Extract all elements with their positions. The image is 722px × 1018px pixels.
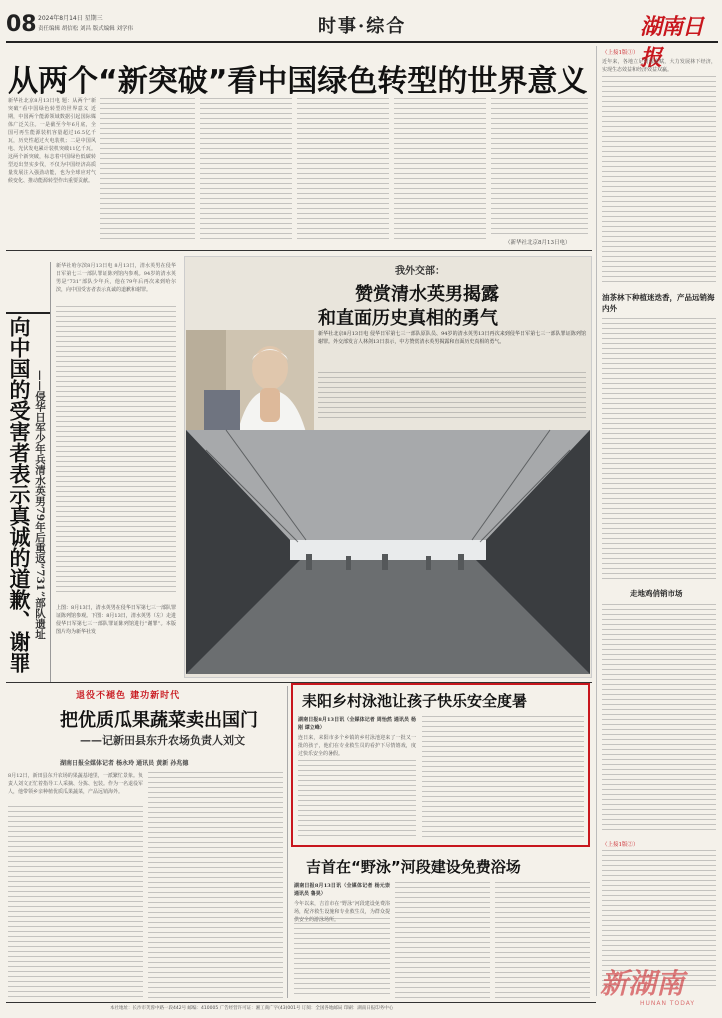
main-article-body: 新华社北京8月13日电 题：从两个“新突破”看中国绿色转型的世界意义 近期，中国两个能源领域数据引起国际媒体广泛关注。一是截至今年6月底，全国可再生能源装机容量超过16.5亿千瓦，历史性超过火电装机；二是中国风电、光伏发电累计装机突破11亿千瓦。这两个新突破，标志着中国绿色低碳转型迈出坚实步伐，不仅为中国经济高质量发展注入强劲动能，也为全球应对气候变化、推动能源转型作出重要贡献。 — [8, 98, 96, 184]
export-byline: 湖南日报全媒体记者 杨永玲 通讯员 黄新 孙兆德 — [60, 760, 189, 767]
right-continued-1: （上接1版①） — [602, 50, 639, 56]
export-headline: 把优质瓜果蔬菜卖出国门 — [60, 710, 258, 731]
main-article-column-3 — [297, 98, 389, 243]
photo-corridor — [186, 430, 590, 674]
swim-text-1 — [298, 760, 416, 840]
section-title: 时事·综合 — [318, 16, 407, 37]
main-article-column-4 — [394, 98, 486, 243]
feature-caption: 上图：8月13日，清水英男在侵华日军第七三一部队罪证陈列馆参观。下图：8月13日，清水英男（左）走进侵华日军第七三一部队罪证陈列馆进行“谢罪”。本版图片均为新华社发 — [56, 605, 176, 635]
feature-rule-top — [6, 312, 50, 314]
export-divider — [287, 686, 288, 998]
header-rule — [6, 41, 718, 43]
photo-clasped-hands — [186, 330, 314, 440]
photo-tag: 我外交部： — [395, 266, 445, 277]
photo-headline-2: 和直面历史真相的勇气 — [318, 308, 498, 329]
feature-body: 新华社哈尔滨8月13日电 8月13日，清水英男在侵华日军第七三一部队罪证陈列馆内参观。94岁的清水英男是“731”部队少年兵，他在79年后再次来到哈尔滨，向中国受害者表示真诚的道歉和谢罪。 — [56, 263, 176, 293]
jishou-text-3 — [495, 882, 590, 998]
right-column-text-1 — [602, 76, 716, 286]
swim-byline: 湖南日报8月13日讯（全媒体记者 周怡然 通讯员 杨刚 谭立峰） — [298, 717, 416, 731]
right-subhead-2: 走地鸡俏销市场 — [630, 589, 683, 598]
tunnel-image — [186, 430, 590, 674]
main-article-column-2 — [200, 98, 292, 243]
main-article-column-5 — [491, 98, 588, 238]
right-continued-2: （上接1版②） — [602, 842, 639, 848]
main-article-column-1 — [100, 98, 195, 243]
masthead-logo: 湖南日报 — [640, 14, 704, 71]
jishou-body: 今年以来，吉首市在“野泳”河段建设免费浴场，配齐救生设施和专业救生员，为群众提供安全的游泳场所。 — [294, 901, 390, 923]
main-article-rule — [6, 250, 592, 251]
photo-article-body: 新华社北京8月13日电 侵华日军第七三一部队原队员、94岁的清水英男13日再次来到侵华日军第七三一部队罪证陈列馆谢罪。外交部发言人林剑13日表示，中方赞赏清水英男揭露和直面历史真相的勇气。 — [318, 331, 586, 345]
right-column-body: 近年来，各地立足资源禀赋，大力发展林下经济，实现生态效益和经济效益双赢。 — [602, 59, 716, 73]
photo-headline-1: 赞赏清水英男揭露 — [355, 284, 499, 305]
export-text-1 — [8, 806, 143, 998]
praying-man-image — [186, 330, 314, 440]
right-column-text-3 — [602, 604, 716, 834]
watermark-logo: 新湖南 — [600, 967, 685, 1000]
right-column-text-2 — [602, 318, 716, 580]
main-article-byline: （新华社北京8月13日电） — [505, 240, 571, 246]
feature-text — [56, 306, 176, 596]
feature-subtitle: ——侵华日军少年兵清水英男79年后重返“731”部队遗址 — [34, 370, 46, 640]
export-text-2 — [148, 772, 283, 998]
jishou-text-1 — [294, 918, 390, 998]
footer-rule — [6, 1002, 596, 1003]
swim-text-2 — [422, 716, 584, 840]
editor-credits: 责任编辑 胡信松 刘昌 版式编辑 刘学伟 — [38, 26, 133, 32]
page-number: 08 — [6, 12, 37, 37]
jishou-headline: 吉首在“野泳”河段建设免费浴场 — [306, 858, 521, 876]
export-banner: 退役不褪色 建功新时代 — [76, 691, 181, 701]
right-subhead-1: 油茶林下种植迷迭香，产品远销海内外 — [602, 293, 715, 313]
issue-date: 2024年8月14日 星期三 — [38, 15, 103, 22]
jishou-byline: 湖南日报8月13日讯（全媒体记者 杨元崇 通讯员 鲁昊） — [294, 883, 390, 897]
right-column-divider — [596, 46, 597, 996]
swim-body: 连日来，耒阳市多个乡镇的乡村泳池迎来了一批又一批的孩子，他们在专业救生员的看护下尽情嬉戏，度过快乐安全的暑假。 — [298, 735, 416, 757]
export-subheadline: ——记新田县东升农场负责人刘文 — [80, 734, 245, 747]
export-body: 8月12日，新田县东升农场的果蔬基地里，一派繁忙景象。负责人刘文正忙着指导工人采摘、分拣、包装。作为一名退役军人，他带领乡亲种植优质瓜果蔬菜，产品远销海外。 — [8, 773, 144, 795]
photo-article-text — [318, 372, 586, 422]
swim-headline: 耒阳乡村泳池让孩子快乐安全度暑 — [302, 692, 528, 710]
main-headline: 从两个“新突破”看中国绿色转型的世界意义 — [8, 64, 588, 99]
footer-text: 本社地址：长沙市芙蓉中路一段442号 邮编：410005 广告经营许可证：湘工商广字(43)001号 订阅：全国各地邮局 印刷：湖南日报印务中心 — [110, 1006, 394, 1011]
feature-divider — [50, 262, 51, 682]
watermark-subtext: HUNAN TODAY — [640, 1000, 696, 1007]
feature-title: 向中国的受害者表示真诚的道歉、谢罪 — [7, 316, 31, 673]
jishou-text-2 — [395, 882, 490, 998]
